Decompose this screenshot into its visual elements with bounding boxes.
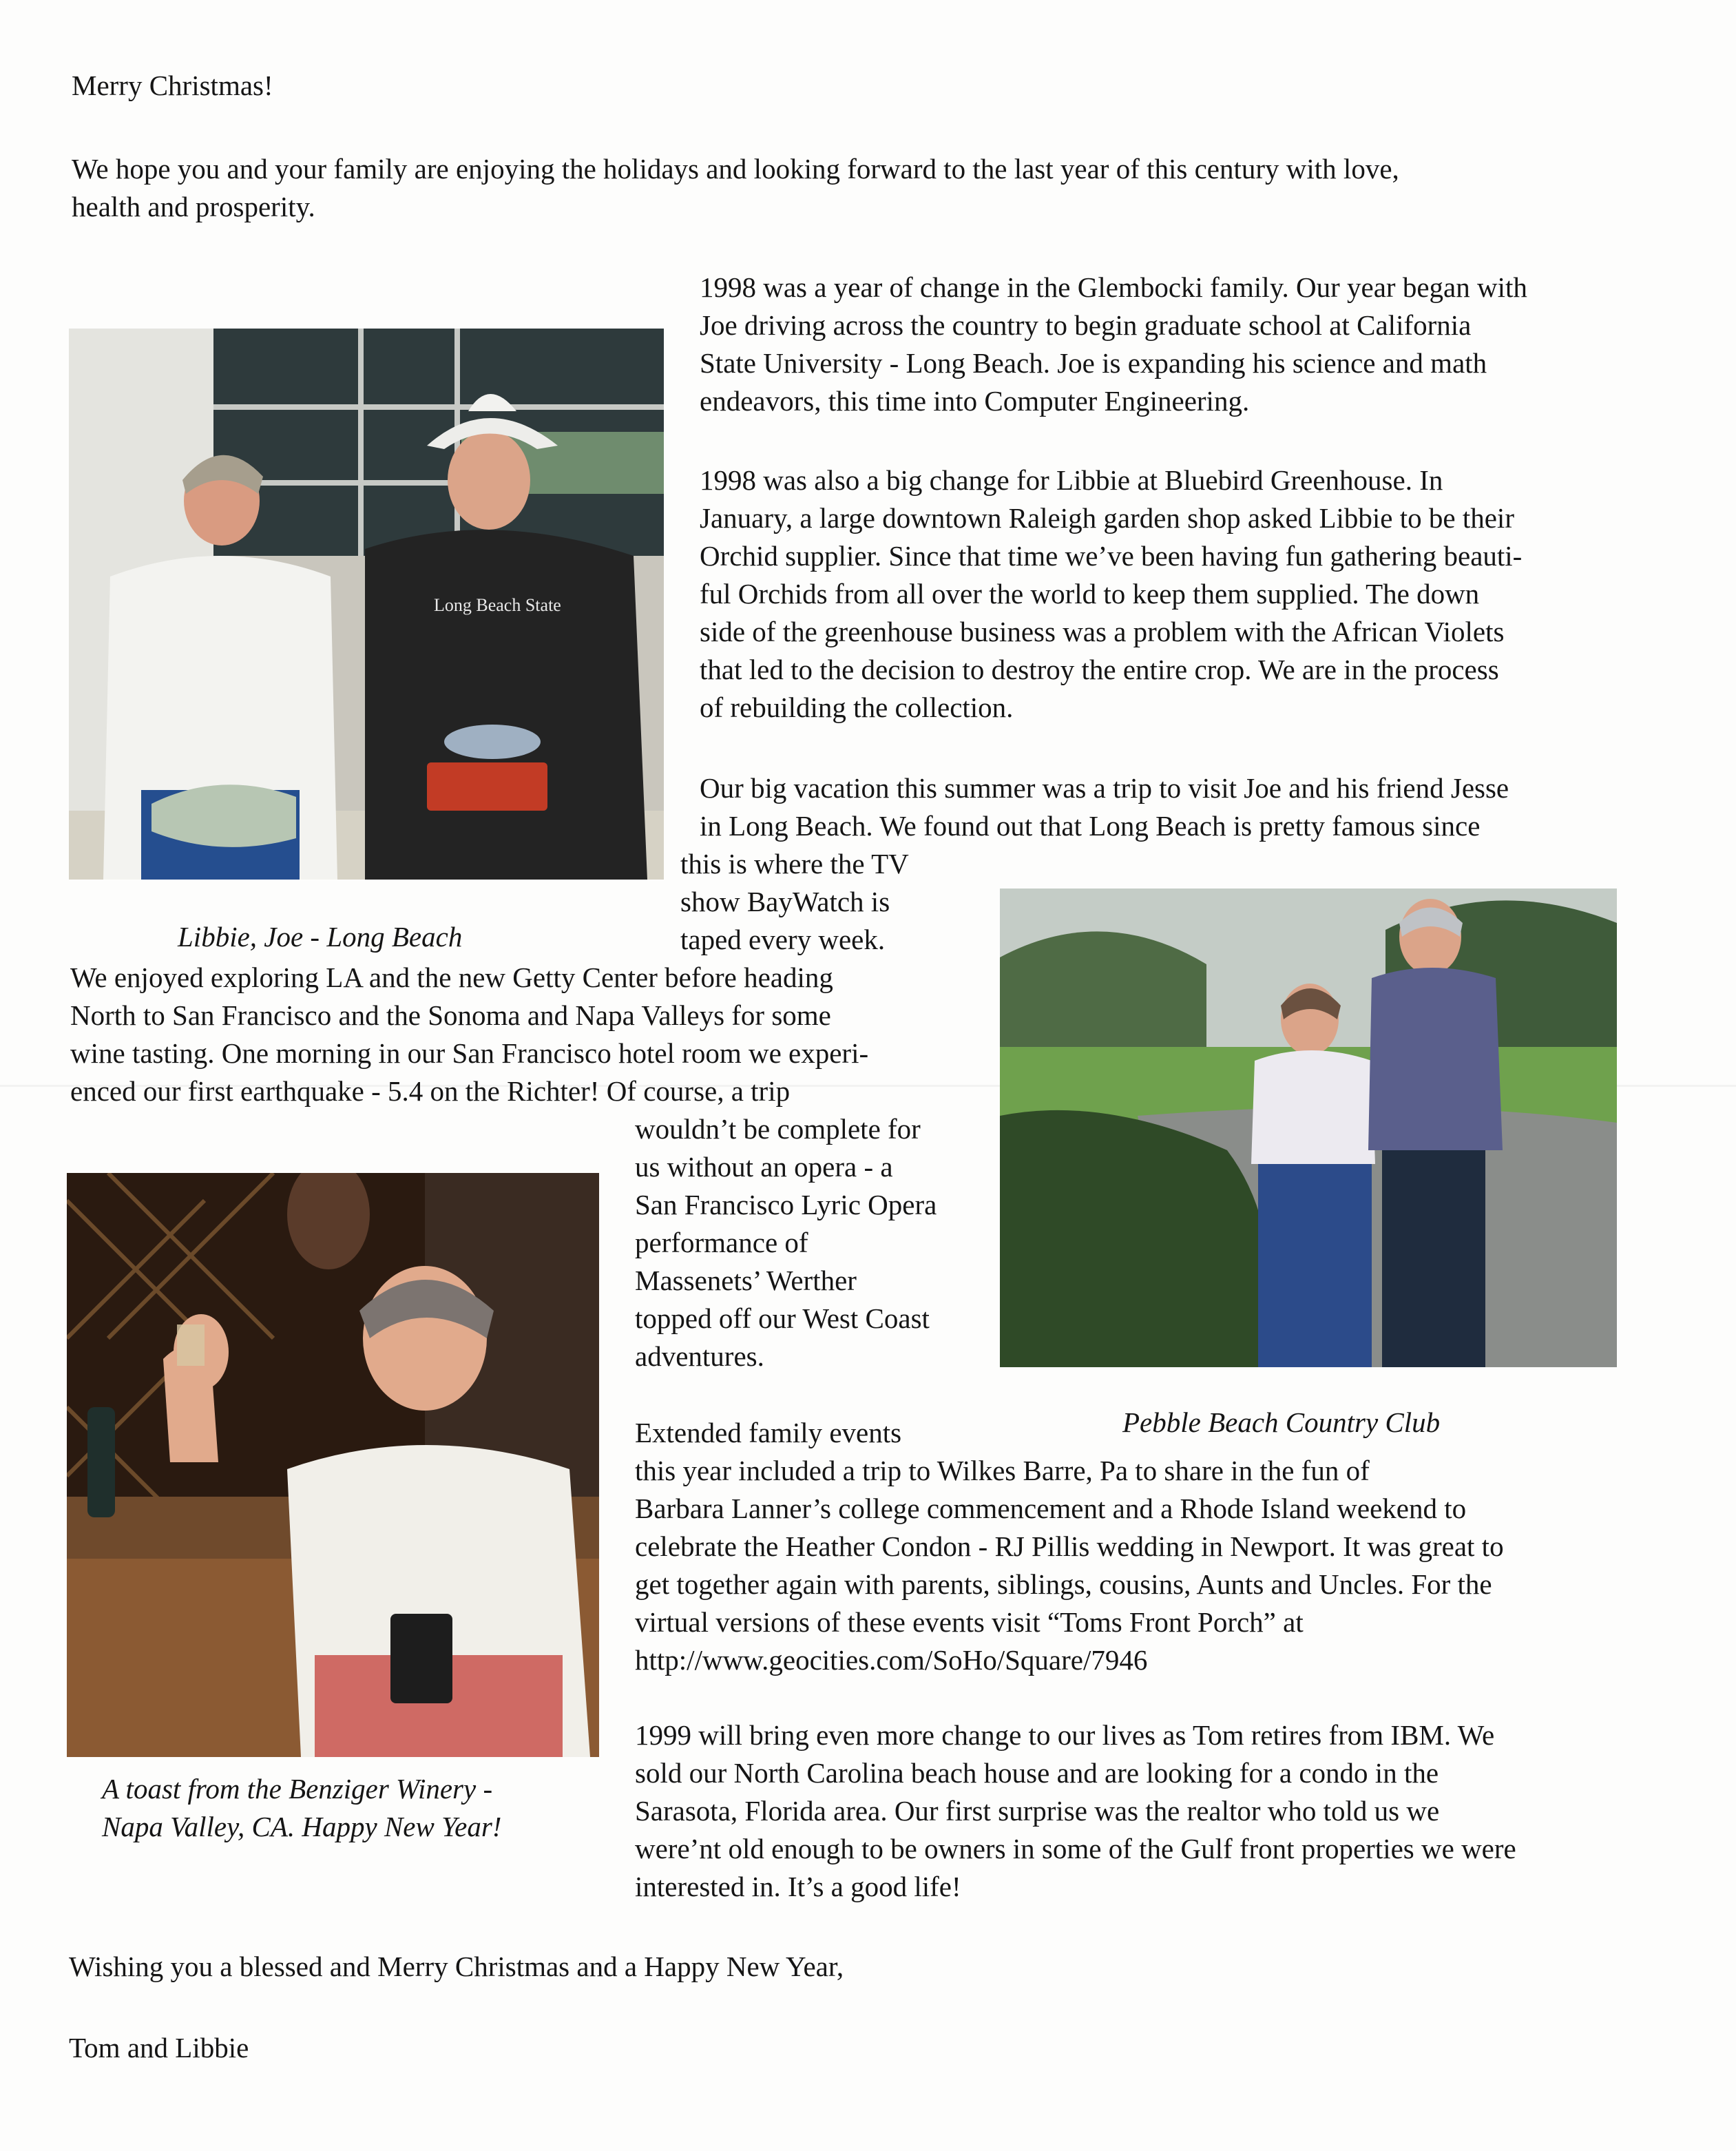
text-line: were’nt old enough to be owners in some of the Gulf front properties we were (635, 1833, 1516, 1864)
text-line: celebrate the Heather Condon - RJ Pillis wedding in Newport. It was great to (635, 1530, 1504, 1562)
website-url-text: http://www.geocities.com/SoHo/Square/7946 (635, 1644, 1148, 1676)
caption-winery (102, 1770, 501, 1846)
text-line: topped off our West Coast (635, 1302, 930, 1334)
text-line: San Francisco Lyric Opera (635, 1189, 937, 1220)
paragraph-greenhouse (700, 461, 1522, 727)
text-line: We enjoyed exploring LA and the new Getty Center before heading (70, 962, 833, 993)
text-line: get together again with parents, siblings, cousins, Aunts and Uncles. For the (635, 1568, 1492, 1600)
paragraph-los-angeles (70, 959, 868, 1110)
photo-winery (67, 1173, 599, 1757)
text-line: Barbara Lanner’s college commencement and a Rhode Island weekend to (635, 1493, 1467, 1524)
text-line: wouldn’t be complete for (635, 1113, 921, 1145)
text-line: adventures. (635, 1340, 764, 1372)
paragraph-extended-family (635, 1414, 1504, 1679)
photo-long-beach (69, 329, 664, 880)
caption-long-beach: Libbie, Joe - Long Beach (178, 921, 463, 953)
text-line: Joe driving across the country to begin graduate school at California (700, 309, 1472, 341)
text-line: Our big vacation this summer was a trip to visit Joe and his friend Jesse (700, 772, 1509, 804)
caption-line: A toast from the Benziger Winery - (102, 1773, 493, 1805)
text-line: this year included a trip to Wilkes Barre, Pa to share in the fun of (635, 1455, 1370, 1486)
text-line: of rebuilding the collection. (700, 692, 1014, 723)
text-line: us without an opera - a (635, 1151, 893, 1183)
text-line: ful Orchids from all over the world to keep them supplied. The down (700, 578, 1480, 610)
text-line: health and prosperity. (72, 191, 315, 222)
text-line: 1998 was a year of change in the Glembocki family. Our year began with (700, 271, 1527, 303)
signature: Tom and Libbie (69, 2032, 249, 2064)
svg-text:Long Beach State: Long Beach State (434, 595, 561, 615)
text-line: Sarasota, Florida area. Our first surprise was the realtor who told us we (635, 1795, 1440, 1827)
text-line: 1999 will bring even more change to our lives as Tom retires from IBM. We (635, 1719, 1495, 1751)
text-line: in Long Beach. We found out that Long Beach is pretty famous since (700, 810, 1481, 842)
text-line: wine tasting. One morning in our San Francisco hotel room we experi- (70, 1037, 869, 1069)
paragraph-opera (635, 1110, 937, 1375)
greeting: Merry Christmas! (72, 70, 273, 101)
text-line: virtual versions of these events visit “Toms Front Porch” at (635, 1606, 1304, 1638)
text-line: enced our first earthquake - 5.4 on the Richter! Of course, a trip (70, 1075, 791, 1107)
intro-paragraph (72, 150, 1399, 226)
text-line: Orchid supplier. Since that time we’ve been having fun gathering beauti- (700, 540, 1523, 572)
caption-line: Napa Valley, CA. Happy New Year! (102, 1811, 502, 1842)
text-line: Extended family events (635, 1417, 902, 1448)
text-line: side of the greenhouse business was a problem with the African Violets (700, 616, 1505, 647)
text-line: Massenets’ Werther (635, 1265, 857, 1296)
text-line: January, a large downtown Raleigh garden shop asked Libbie to be their (700, 502, 1514, 534)
text-line: sold our North Carolina beach house and are looking for a condo in the (635, 1757, 1439, 1789)
photo-pebble-beach (1000, 889, 1617, 1367)
text-line: We hope you and your family are enjoying the holidays and looking forward to the last year of this century with love, (72, 153, 1399, 185)
text-line: performance of (635, 1227, 808, 1258)
text-line: 1998 was also a big change for Libbie at Bluebird Greenhouse. In (700, 464, 1443, 496)
text-line: that led to the decision to destroy the entire crop. We are in the process (700, 654, 1499, 685)
paragraph-vacation-narrow (680, 845, 909, 959)
paragraph-1999 (635, 1716, 1516, 1906)
text-line: endeavors, this time into Computer Engineering. (700, 385, 1250, 417)
text-line: North to San Francisco and the Sonoma and Napa Valleys for some (70, 999, 831, 1031)
text-line: taped every week. (680, 924, 886, 955)
paragraph-year-of-change (700, 269, 1527, 420)
text-line: this is where the TV (680, 848, 909, 880)
text-line: State University - Long Beach. Joe is expanding his science and math (700, 347, 1487, 379)
paragraph-vacation (700, 769, 1509, 845)
closing-line: Wishing you a blessed and Merry Christmas and a Happy New Year, (69, 1951, 844, 1982)
text-line: show BayWatch is (680, 886, 890, 917)
text-line: interested in. It’s a good life! (635, 1871, 961, 1902)
caption-pebble-beach: Pebble Beach Country Club (1122, 1406, 1441, 1438)
